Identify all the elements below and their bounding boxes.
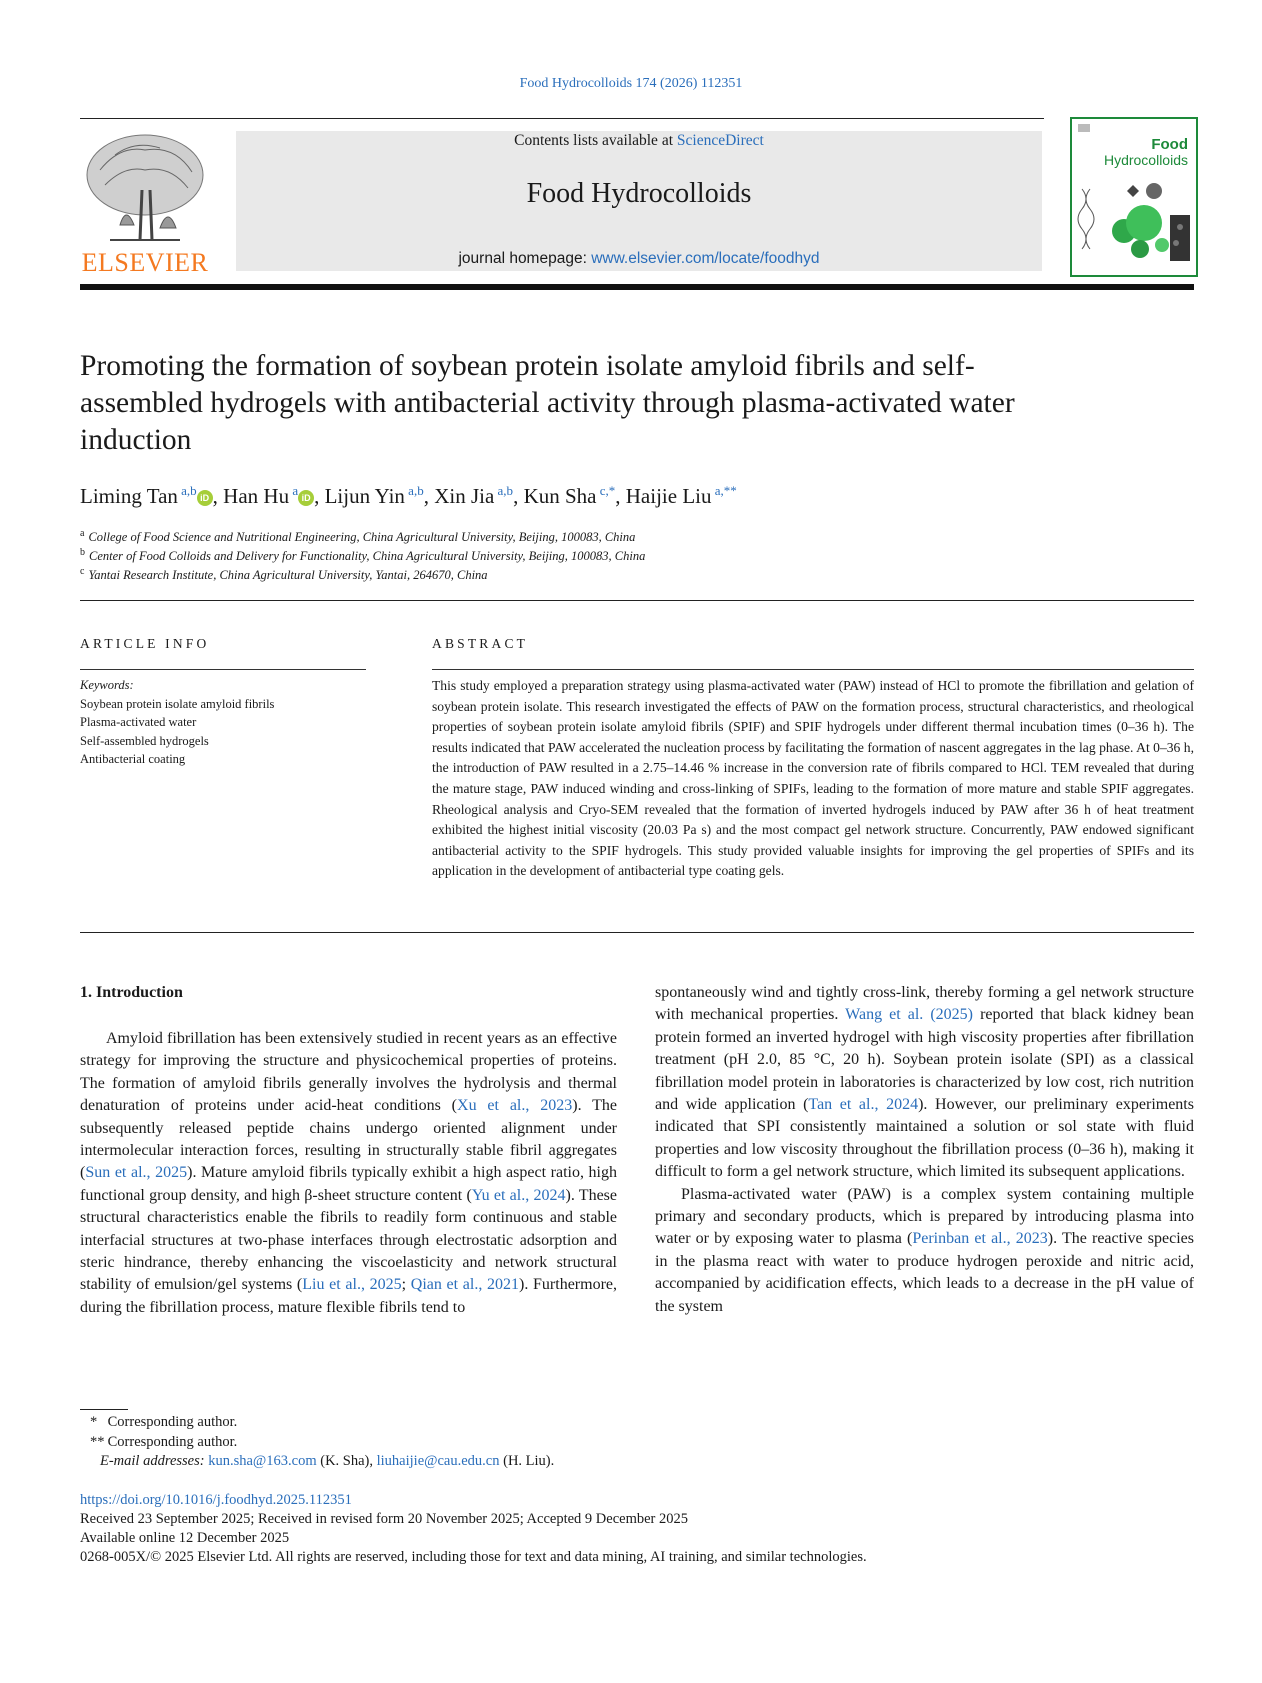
affiliations	[80, 528, 1190, 585]
elsevier-wordmark: ELSEVIER	[81, 248, 209, 277]
divider	[80, 932, 1194, 933]
contents-line	[236, 132, 1042, 150]
abstract-heading: ABSTRACT	[432, 636, 529, 651]
orcid-icon[interactable]: iD	[298, 490, 314, 506]
footnotes	[90, 1413, 790, 1472]
affiliation-a: $^a$ College of Food Science and Nutritional Engineering, China Agricultural University, Beijing, 100083, China	[80, 527, 636, 544]
body-column-right	[655, 982, 1194, 1318]
keyword-item: Plasma-activated water	[80, 715, 197, 729]
author-affil-sup[interactable]: a,b	[408, 483, 424, 498]
divider	[432, 669, 1194, 670]
citation-link[interactable]: Liu et al., 2025	[302, 1276, 402, 1294]
corresponding-author-note: ** Corresponding author.	[90, 1433, 238, 1450]
journal-homepage-link[interactable]: www.elsevier.com/locate/foodhyd	[591, 250, 820, 267]
homepage-line	[236, 250, 1042, 268]
doi-link[interactable]: https://doi.org/10.1016/j.foodhyd.2025.112351	[80, 1492, 352, 1508]
journal-cover-art-icon	[1072, 119, 1196, 275]
divider	[80, 600, 1194, 601]
citation-link[interactable]: Perinban et al., 2023	[912, 1230, 1048, 1248]
article-title: Promoting the formation of soybean protein isolate amyloid fibrils and self-assembled hydrogels with antibacterial activity through plasma-activated water induction	[80, 350, 1015, 456]
author-affil-sup[interactable]: c,*	[599, 483, 616, 498]
email-addresses: E-mail addresses: kun.sha@163.com (K. Sha), liuhaijie@cau.edu.cn (H. Liu).	[100, 1453, 555, 1469]
author-list: Liming Tan $^{a,b}$ iD , Han Hu $^a$ iD , Lijun Yin $^{a,b}$, Xin Jia $^{a,b}$, Kun Sha $^{c,*}$, Haijie Liu $^{a,**}$	[80, 483, 737, 508]
section-heading-introduction: 1. Introduction	[80, 984, 183, 1001]
running-head[interactable]: Food Hydrocolloids 174 (2026) 112351	[519, 76, 743, 91]
orcid-icon[interactable]: iD	[197, 490, 213, 506]
available-online: Available online 12 December 2025	[80, 1530, 290, 1546]
author-affil-sup[interactable]: a	[292, 483, 299, 498]
masthead-bottom-rule	[80, 284, 1194, 290]
citation-link[interactable]: Qian et al., 2021	[410, 1276, 520, 1294]
divider	[80, 669, 366, 670]
affiliation-c: $^c$ Yantai Research Institute, China Agricultural University, Yantai, 264670, China	[80, 565, 488, 582]
intro-paragraph: Plasma-activated water (PAW) is a complex system containing multiple primary and secondary products, which is prepared by introducing plasma into water or by exposing water to plasma (Perinban et al., 2023). The reactive species in the plasma react with water to produce hydrogen peroxide and nitric acid, accompanied by acidification effects, which leads to a decrease in the pH value of the system	[655, 1185, 1194, 1315]
cover-title-line1: Food	[1151, 136, 1188, 153]
email-link[interactable]: kun.sha@163.com	[208, 1453, 317, 1469]
citation-link[interactable]: Tan et al., 2024	[808, 1096, 919, 1114]
keyword-item: Self-assembled hydrogels	[80, 733, 209, 748]
author-affil-sup[interactable]: a,**	[714, 483, 737, 498]
author-name[interactable]: Xin Jia	[434, 484, 495, 508]
affiliation-b: $^b$ Center of Food Colloids and Delivery for Functionality, China Agricultural University, Beijing, 100083, China	[80, 546, 646, 563]
footnote-rule	[80, 1409, 128, 1410]
sciencedirect-link[interactable]: ScienceDirect	[676, 132, 764, 149]
citation-link[interactable]: Yu et al., 2024	[471, 1186, 566, 1204]
author-name[interactable]: Kun Sha	[523, 484, 597, 508]
keywords-block	[80, 676, 370, 769]
cover-title-line2: Hydrocolloids	[1103, 152, 1188, 168]
author-affil-sup[interactable]: a,b	[181, 483, 197, 498]
author-name[interactable]: Lijun Yin	[324, 484, 405, 508]
email-link[interactable]: liuhaijie@cau.edu.cn	[376, 1453, 500, 1469]
body-column-left	[80, 1028, 617, 1319]
masthead-top-rule	[80, 118, 1044, 119]
intro-paragraph-continued: spontaneously wind and tightly cross-link, thereby forming a gel network structure with mechanical properties. Wang et al. (2025) reported that black kidney bean protein formed an inverted hydrogel with high viscosity properties after fibrillation treatment (pH 2.0, 85 °C, 20 h). Soybean protein isolate (SPI) as a classical fibrillation model protein in laboratories is characterized by low cost, rich nutrition and wide application (Tan et al., 2024). However, our preliminary experiments indicated that SPI consistently maintained a solution or sol state with fluid properties and low viscosity throughout the fibrillation process (0–36 h), making it difficult to form a gel network structure, which limited its subsequent applications.	[655, 984, 1195, 1181]
corresponding-author-note: * Corresponding author.	[90, 1414, 238, 1430]
publication-info	[80, 1491, 1190, 1567]
author-affil-sup[interactable]: a,b	[497, 483, 514, 498]
contents-prefix: Contents lists available at	[514, 132, 677, 149]
intro-paragraph: Amyloid fibrillation has been extensively studied in recent years as an effective strategy for improving the structure and physicochemical properties of proteins. The formation of amyloid fibrils generally involves the hydrolysis and thermal denaturation of proteins under acid-heat conditions (Xu et al., 2023). The subsequently released peptide chains undergo oriented alignment under intermolecular interaction forces, resulting in structurally stable fibril aggregates (Sun et al., 2025). Mature amyloid fibrils typically exhibit a high aspect ratio, high functional group density, and high β-sheet structure content (Yu et al., 2024). These structural characteristics enable the fibrils to readily form continuous and stable interfacial structures at two-phase interfaces through electrostatic adsorption and steric hindrance, thereby enhancing the viscoelasticity and network structural stability of emulsion/gel systems (Liu et al., 2025; Qian et al., 2021). Furthermore, during the fibrillation process, mature flexible fibrils tend to	[80, 1030, 618, 1316]
tree-icon	[80, 130, 210, 248]
journal-name: Food Hydrocolloids	[526, 178, 752, 209]
author-name[interactable]: Haijie Liu	[625, 484, 712, 508]
author-name[interactable]: Han Hu	[223, 484, 290, 508]
citation-link[interactable]: Sun et al., 2025	[85, 1164, 188, 1182]
homepage-prefix: journal homepage:	[458, 250, 592, 267]
author-name[interactable]: Liming Tan	[80, 484, 178, 508]
citation-link[interactable]: Xu et al., 2023	[457, 1097, 573, 1115]
keywords-label: Keywords:	[80, 678, 134, 692]
keyword-item: Antibacterial coating	[80, 752, 186, 766]
citation-link[interactable]: Wang et al. (2025)	[845, 1006, 974, 1024]
journal-cover-thumbnail[interactable]	[1070, 117, 1198, 277]
keyword-item: Soybean protein isolate amyloid fibrils	[80, 696, 275, 711]
received-dates: Received 23 September 2025; Received in revised form 20 November 2025; Accepted 9 December 2025	[80, 1511, 689, 1527]
copyright-notice: 0268-005X/© 2025 Elsevier Ltd. All rights are reserved, including those for text and data mining, AI training, and similar technologies.	[80, 1549, 867, 1565]
abstract-text: This study employed a preparation strategy using plasma-activated water (PAW) instead of HCl to promote the fibrillation and gelation of soybean protein isolate. This research investigated the effects of PAW on the formation process, structural characteristics, and rheological properties of soybean protein isolate amyloid fibrils (SPIF) and SPIF hydrogels under different thermal incubation times (0–36 h). The results indicated that PAW accelerated the nucleation process by facilitating the formation of nascent aggregates in the lag phase. At 0–36 h, the introduction of PAW resulted in a 2.75–14.46 % increase in the conversion rate of fibrils compared to HCl. TEM revealed that during the mature stage, PAW induced winding and cross-linking of SPIFs, leading to the formation of more mature and stable SPIF aggregates. Rheological analysis and Cryo-SEM revealed that the formation of inverted hydrogels induced by PAW after 36 h of heat treatment exhibited the highest initial viscosity (20.03 Pa s) and the most compact gel network structure. Concurrently, PAW endowed significant antibacterial activity to the SPIF hydrogels. This study provided valuable insights for improving the gel properties of SPIFs and its application in the development of antibacterial type coating gels.	[432, 678, 1194, 879]
article-info-heading: ARTICLE INFO	[80, 636, 210, 651]
